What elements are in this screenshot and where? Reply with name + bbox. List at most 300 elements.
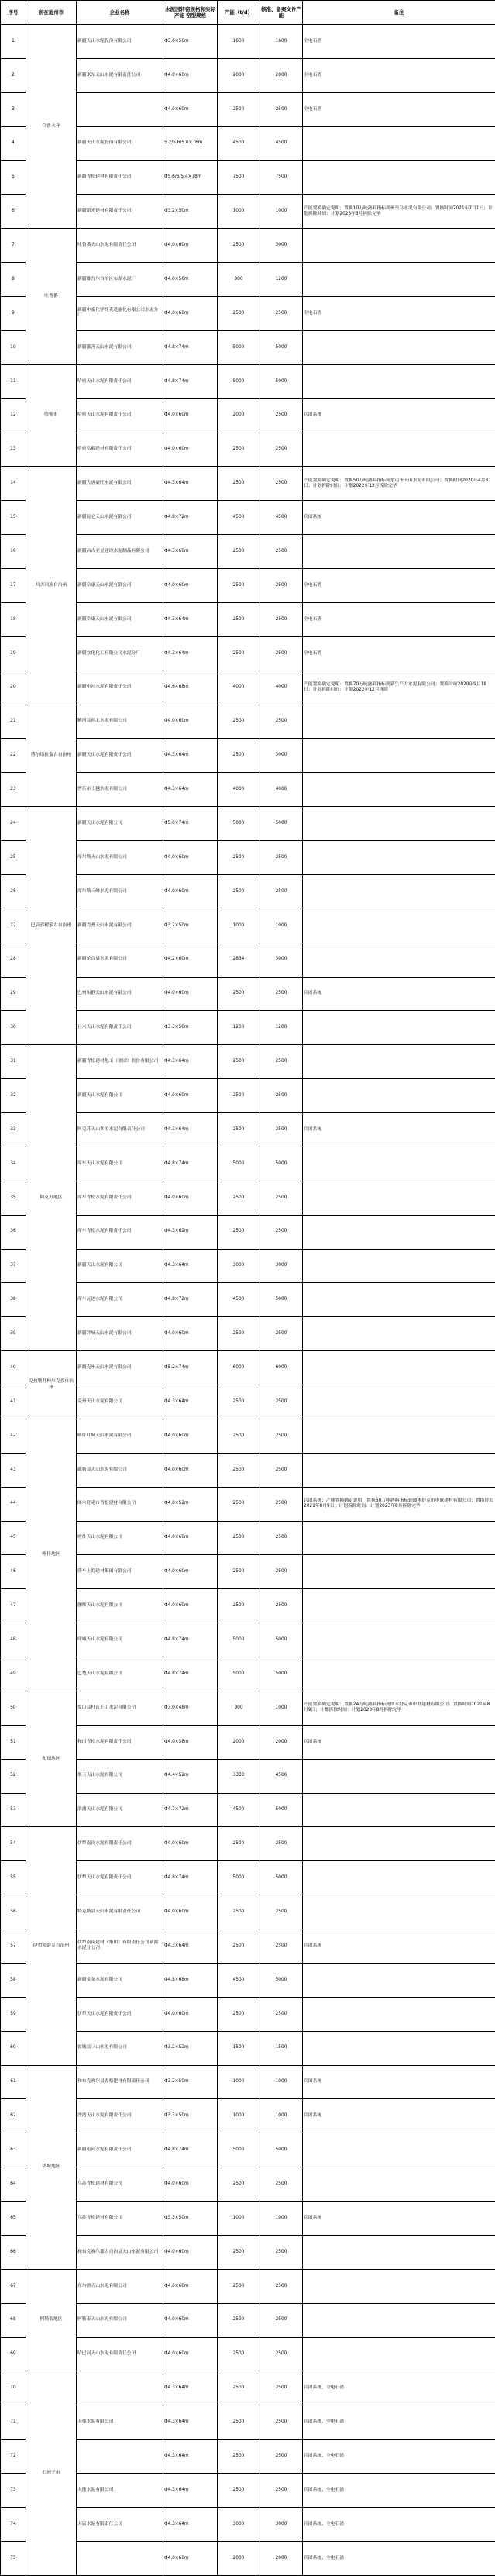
table-body bbox=[1, 25, 495, 2576]
note-cell: 兵团系统 bbox=[303, 1725, 495, 1759]
header-note: 备注 bbox=[303, 1, 495, 25]
capacity-cell: 2500 bbox=[218, 2337, 260, 2371]
record-capacity-cell: 5000 bbox=[260, 2133, 303, 2167]
record-capacity-cell: 1000 bbox=[260, 2065, 303, 2099]
note-cell: 产能置换确定说明：置换10万吨熟料指标到州至乌水泥有限公司；置换时间2021年7月1日；计划拆除时间：计划2023年3月拆除完毕 bbox=[303, 195, 495, 229]
table-row bbox=[1, 2269, 495, 2303]
company-cell: 新疆天山水泥有限公司 bbox=[77, 1079, 163, 1113]
note-cell: 兵团系统，全电石渣 bbox=[303, 2440, 495, 2474]
note-cell bbox=[303, 1351, 495, 1385]
capacity-cell: 3000 bbox=[218, 2507, 260, 2541]
record-capacity-cell: 2500 bbox=[260, 1215, 303, 1249]
record-capacity-cell: 2000 bbox=[260, 2541, 303, 2575]
row-number: 7 bbox=[1, 229, 26, 263]
note-cell bbox=[303, 2031, 495, 2065]
capacity-cell: 2500 bbox=[218, 1555, 260, 1589]
note-cell bbox=[303, 1895, 495, 1929]
kiln-spec-cell: Φ4.8×74m bbox=[163, 364, 218, 398]
note-cell bbox=[303, 1589, 495, 1623]
kiln-spec-cell: Φ3.6×56m bbox=[163, 25, 218, 59]
company-cell: 皮山县杜瓦王山水泥有限公司 bbox=[77, 1691, 163, 1725]
company-cell: 新疆焉耆天山水泥有限公司 bbox=[77, 909, 163, 943]
kiln-spec-cell: Φ4.8×72m bbox=[163, 1283, 218, 1317]
table-row bbox=[1, 25, 495, 59]
capacity-cell: 1000 bbox=[218, 195, 260, 229]
kiln-spec-cell: Φ4.0×60m bbox=[163, 841, 218, 875]
row-number: 61 bbox=[1, 2065, 26, 2099]
row-number: 5 bbox=[1, 160, 26, 195]
capacity-cell: 2500 bbox=[218, 739, 260, 773]
kiln-spec-cell: Φ4.8×74m bbox=[163, 1861, 218, 1895]
note-cell bbox=[303, 1861, 495, 1895]
capacity-cell: 5000 bbox=[218, 1623, 260, 1657]
capacity-cell: 2500 bbox=[218, 602, 260, 636]
note-cell bbox=[303, 1521, 495, 1555]
row-number: 30 bbox=[1, 1011, 26, 1045]
kiln-spec-cell: Φ4.0×60m bbox=[163, 1453, 218, 1487]
row-number: 42 bbox=[1, 1419, 26, 1453]
record-capacity-cell: 7500 bbox=[260, 160, 303, 195]
company-cell: 新疆拜城天山水泥有限公司 bbox=[77, 1317, 163, 1351]
kiln-spec-cell: Φ3.2×50m bbox=[163, 195, 218, 229]
note-cell bbox=[303, 943, 495, 977]
kiln-spec-cell: Φ4.0×60m bbox=[163, 874, 218, 909]
region-cell: 哈密市 bbox=[26, 364, 77, 467]
record-capacity-cell: 2500 bbox=[260, 2303, 303, 2337]
kiln-spec-cell: Φ4.8×74m bbox=[163, 1147, 218, 1181]
capacity-cell: 2500 bbox=[218, 2405, 260, 2440]
company-cell: 库车青松水泥有限责任公司 bbox=[77, 1215, 163, 1249]
company-cell: 疏勒县天山水泥有限公司 bbox=[77, 1453, 163, 1487]
row-number: 73 bbox=[1, 2474, 26, 2508]
note-cell: 兵团系统 bbox=[303, 398, 495, 433]
header-capacity: 产能（t/d） bbox=[218, 1, 260, 25]
note-cell bbox=[303, 1215, 495, 1249]
note-cell bbox=[303, 1453, 495, 1487]
kiln-spec-cell: Φ4.0×60m bbox=[163, 1827, 218, 1861]
row-number: 27 bbox=[1, 909, 26, 943]
row-number: 6 bbox=[1, 195, 26, 229]
record-capacity-cell: 1200 bbox=[260, 263, 303, 297]
company-cell: 新疆中泰化学托克逊能化有限公司水泥分厂 bbox=[77, 297, 163, 331]
row-number: 44 bbox=[1, 1487, 26, 1521]
row-number: 38 bbox=[1, 1283, 26, 1317]
capacity-cell: 2500 bbox=[218, 229, 260, 263]
company-cell: 新疆青松建材化工（集团）股份有限公司 bbox=[77, 1045, 163, 1079]
note-cell: 兵团系统，全电石渣 bbox=[303, 2507, 495, 2541]
note-cell bbox=[303, 1657, 495, 1691]
region-cell: 伊犁哈萨克自治州 bbox=[26, 1827, 77, 2065]
row-number: 59 bbox=[1, 1997, 26, 2031]
record-capacity-cell: 2500 bbox=[260, 535, 303, 569]
capacity-cell: 2500 bbox=[218, 636, 260, 671]
company-cell bbox=[77, 2541, 163, 2575]
company-cell: 新疆金龙水泥有限公司 bbox=[77, 1963, 163, 1997]
company-cell: 伽师天山水泥有限公司 bbox=[77, 1589, 163, 1623]
capacity-cell: 2500 bbox=[218, 2167, 260, 2202]
kiln-spec-cell: Φ4.3×64m bbox=[163, 636, 218, 671]
kiln-spec-cell: Φ3.3×50m bbox=[163, 2099, 218, 2133]
table-row bbox=[1, 1691, 495, 1725]
row-number: 15 bbox=[1, 501, 26, 535]
company-cell: 新疆阜康天山水泥有限公司 bbox=[77, 569, 163, 603]
record-capacity-cell: 3000 bbox=[260, 739, 303, 773]
capacity-cell: 2500 bbox=[218, 569, 260, 603]
row-number: 64 bbox=[1, 2167, 26, 2202]
capacity-cell: 4500 bbox=[218, 1283, 260, 1317]
table-row bbox=[1, 1419, 495, 1453]
capacity-cell: 2500 bbox=[218, 1113, 260, 1147]
record-capacity-cell: 2500 bbox=[260, 433, 303, 467]
record-capacity-cell: 4500 bbox=[260, 126, 303, 160]
note-cell: 全电石渣 bbox=[303, 602, 495, 636]
company-cell: 库尔勒天山水泥有限公司 bbox=[77, 841, 163, 875]
record-capacity-cell: 2500 bbox=[260, 2440, 303, 2474]
company-cell: 伊犁天山水泥有限责任公司 bbox=[77, 1861, 163, 1895]
row-number: 55 bbox=[1, 1861, 26, 1895]
row-number: 39 bbox=[1, 1317, 26, 1351]
kiln-spec-cell: Φ3.2×50m bbox=[163, 909, 218, 943]
company-cell: 图木舒克市青松建材有限公司 bbox=[77, 1487, 163, 1521]
note-cell: 兵团系统；产能置换确定说明：置换60万吨熟料指标到图木舒克市中联建材有限公司；置换时间2021年8月9日；计划拆除时间：计划2023年8月拆除完毕 bbox=[303, 1487, 495, 1521]
region-cell: 石河子市 bbox=[26, 2371, 77, 2575]
kiln-spec-cell: Φ3.2×52m bbox=[163, 2031, 218, 2065]
capacity-cell: 2500 bbox=[218, 705, 260, 739]
record-capacity-cell: 3000 bbox=[260, 229, 303, 263]
kiln-spec-cell: Φ4.0×60m bbox=[163, 1181, 218, 1215]
table-row bbox=[1, 1045, 495, 1079]
company-cell: 博乐市上越水泥有限公司 bbox=[77, 773, 163, 807]
note-cell: 兵团系统 bbox=[303, 2202, 495, 2236]
row-number: 20 bbox=[1, 671, 26, 705]
capacity-cell: 2500 bbox=[218, 2371, 260, 2405]
company-cell: 阿克苏天山多浪水泥有限责任公司 bbox=[77, 1113, 163, 1147]
record-capacity-cell: 2500 bbox=[260, 2371, 303, 2405]
kiln-spec-cell: Φ4.0×60m bbox=[163, 569, 218, 603]
company-cell: 沙湾天山水泥有限责任公司 bbox=[77, 2099, 163, 2133]
region-cell: 克孜勒苏柯尔克孜自治州 bbox=[26, 1351, 77, 1419]
company-cell: 新疆天山水泥有限责任公司 bbox=[77, 739, 163, 773]
record-capacity-cell: 5000 bbox=[260, 1963, 303, 1997]
capacity-cell: 2500 bbox=[218, 1487, 260, 1521]
company-cell: 新疆昌吉亚星建设水泥制品有限公司 bbox=[77, 535, 163, 569]
row-number: 35 bbox=[1, 1181, 26, 1215]
note-cell: 兵团系统 bbox=[303, 501, 495, 535]
record-capacity-cell: 2500 bbox=[260, 1453, 303, 1487]
note-cell: 全电石渣 bbox=[303, 25, 495, 59]
kiln-spec-cell: Φ4.3×64m bbox=[163, 2440, 218, 2474]
company-cell: 新疆天山水泥有限公司 bbox=[77, 1249, 163, 1283]
company-cell: 天伟水泥有限公司 bbox=[77, 2405, 163, 2440]
row-number: 71 bbox=[1, 2405, 26, 2440]
note-cell: 兵团系统，全电石渣 bbox=[303, 2405, 495, 2440]
kiln-spec-cell: Φ3.0×48m bbox=[163, 1691, 218, 1725]
row-number: 56 bbox=[1, 1895, 26, 1929]
row-number: 45 bbox=[1, 1521, 26, 1555]
record-capacity-cell: 1500 bbox=[260, 2031, 303, 2065]
company-cell: 新疆天山水泥股份有限公司 bbox=[77, 25, 163, 59]
capacity-cell: 2500 bbox=[218, 297, 260, 331]
row-number: 67 bbox=[1, 2269, 26, 2303]
record-capacity-cell: 2500 bbox=[260, 841, 303, 875]
company-cell: 霍城县三山水泥有限公司 bbox=[77, 2031, 163, 2065]
record-capacity-cell: 5000 bbox=[260, 1147, 303, 1181]
kiln-spec-cell: Φ4.0×52m bbox=[163, 1487, 218, 1521]
company-cell: 布尔津天山水泥有限公司 bbox=[77, 2269, 163, 2303]
capacity-cell: 1000 bbox=[218, 2099, 260, 2133]
capacity-cell: 2500 bbox=[218, 1589, 260, 1623]
note-cell bbox=[303, 433, 495, 467]
note-cell bbox=[303, 1963, 495, 1997]
row-number: 11 bbox=[1, 364, 26, 398]
record-capacity-cell: 5000 bbox=[260, 1793, 303, 1827]
row-number: 74 bbox=[1, 2507, 26, 2541]
record-capacity-cell: 2500 bbox=[260, 2167, 303, 2202]
region-cell: 乌鲁木齐 bbox=[26, 25, 77, 229]
record-capacity-cell: 2500 bbox=[260, 1521, 303, 1555]
capacity-cell: 5000 bbox=[218, 330, 260, 364]
record-capacity-cell: 4500 bbox=[260, 501, 303, 535]
kiln-spec-cell: Φ5.2×74m bbox=[163, 1351, 218, 1385]
capacity-cell: 2000 bbox=[218, 1725, 260, 1759]
row-number: 19 bbox=[1, 636, 26, 671]
note-cell bbox=[303, 1079, 495, 1113]
record-capacity-cell: 2500 bbox=[260, 874, 303, 909]
company-cell: 新疆大唐豪旺水泥有限公司 bbox=[77, 467, 163, 501]
record-capacity-cell: 5000 bbox=[260, 330, 303, 364]
record-capacity-cell: 2500 bbox=[260, 1045, 303, 1079]
kiln-spec-cell: Φ4.0×60m bbox=[163, 2541, 218, 2575]
row-number: 3 bbox=[1, 92, 26, 126]
note-cell bbox=[303, 807, 495, 841]
kiln-spec-cell: Φ4.0×60m bbox=[163, 2269, 218, 2303]
record-capacity-cell: 5000 bbox=[260, 1657, 303, 1691]
row-number: 2 bbox=[1, 58, 26, 92]
company-cell bbox=[77, 92, 163, 126]
kiln-spec-cell: Φ4.0×60m bbox=[163, 229, 218, 263]
note-cell bbox=[303, 1555, 495, 1589]
capacity-cell: 4000 bbox=[218, 671, 260, 705]
record-capacity-cell: 2500 bbox=[260, 1997, 303, 2031]
kiln-spec-cell: Φ4.0×60m bbox=[163, 1521, 218, 1555]
kiln-spec-cell: Φ4.0×60m bbox=[163, 1589, 218, 1623]
note-cell bbox=[303, 1827, 495, 1861]
capacity-cell: 3000 bbox=[218, 1249, 260, 1283]
table-row bbox=[1, 364, 495, 398]
kiln-spec-cell: Φ3.2×50m bbox=[163, 2065, 218, 2099]
note-cell bbox=[303, 1793, 495, 1827]
table-row bbox=[1, 1827, 495, 1861]
capacity-cell: 800 bbox=[218, 1691, 260, 1725]
company-cell: 阿勒泰天山水泥有限公司 bbox=[77, 2303, 163, 2337]
record-capacity-cell: 2500 bbox=[260, 1113, 303, 1147]
row-number: 47 bbox=[1, 1589, 26, 1623]
note-cell: 产能置换确定说明：置换70万吨熟料指标到新生产力水泥有限公司；置换时间2020年9月18日；计划拆除时间：计划2022年12月拆除 bbox=[303, 671, 495, 705]
row-number: 22 bbox=[1, 739, 26, 773]
region-cell: 阿勒泰地区 bbox=[26, 2269, 77, 2371]
row-number: 60 bbox=[1, 2031, 26, 2065]
kiln-spec-cell: Φ4.3×64m bbox=[163, 1929, 218, 1964]
table-row bbox=[1, 2371, 495, 2405]
capacity-cell: 4500 bbox=[218, 1793, 260, 1827]
capacity-cell: 2500 bbox=[218, 2269, 260, 2303]
capacity-cell: 3333 bbox=[218, 1759, 260, 1793]
kiln-spec-cell: Φ4.0×60m bbox=[163, 1555, 218, 1589]
table-row bbox=[1, 807, 495, 841]
note-cell bbox=[303, 1011, 495, 1045]
region-cell: 和田地区 bbox=[26, 1691, 77, 1827]
company-cell: 新疆昆仑天山水泥有限公司 bbox=[77, 501, 163, 535]
table-row bbox=[1, 1351, 495, 1385]
row-number: 10 bbox=[1, 330, 26, 364]
note-cell bbox=[303, 1317, 495, 1351]
record-capacity-cell: 2500 bbox=[260, 636, 303, 671]
note-cell: 全电石渣 bbox=[303, 92, 495, 126]
capacity-cell: 2500 bbox=[218, 1453, 260, 1487]
note-cell bbox=[303, 126, 495, 160]
row-number: 1 bbox=[1, 25, 26, 59]
company-cell: 哈密弘毅建材有限责任公司 bbox=[77, 433, 163, 467]
record-capacity-cell: 1200 bbox=[260, 1011, 303, 1045]
record-capacity-cell: 2500 bbox=[260, 1419, 303, 1453]
record-capacity-cell: 2500 bbox=[260, 2474, 303, 2508]
row-number: 18 bbox=[1, 602, 26, 636]
kiln-spec-cell: Φ4.0×60m bbox=[163, 433, 218, 467]
kiln-spec-cell: Φ4.4×52m bbox=[163, 1759, 218, 1793]
capacity-cell: 2500 bbox=[218, 2303, 260, 2337]
capacity-cell: 2500 bbox=[218, 2440, 260, 2474]
record-capacity-cell: 2000 bbox=[260, 58, 303, 92]
capacity-cell: 5000 bbox=[218, 1147, 260, 1181]
row-number: 75 bbox=[1, 2541, 26, 2575]
note-cell bbox=[303, 1997, 495, 2031]
record-capacity-cell: 2500 bbox=[260, 1079, 303, 1113]
capacity-cell: 1200 bbox=[218, 1011, 260, 1045]
kiln-spec-cell: Φ4.0×60m bbox=[163, 2235, 218, 2269]
record-capacity-cell: 2500 bbox=[260, 569, 303, 603]
company-cell: 喀什天山水泥有限公司 bbox=[77, 1521, 163, 1555]
kiln-spec-cell: Φ4.0×58m bbox=[163, 1725, 218, 1759]
record-capacity-cell: 2500 bbox=[260, 2235, 303, 2269]
kiln-spec-cell: Φ4.3×64m bbox=[163, 467, 218, 501]
note-cell bbox=[303, 2269, 495, 2303]
kiln-spec-cell: Φ4.0×60m bbox=[163, 92, 218, 126]
company-cell: 哈巴河天山水泥有限责任公司 bbox=[77, 2337, 163, 2371]
header-no: 序号 bbox=[1, 1, 26, 25]
record-capacity-cell: 5000 bbox=[260, 807, 303, 841]
capacity-cell: 1000 bbox=[218, 2202, 260, 2236]
kiln-spec-cell: Φ3.3×50m bbox=[163, 1011, 218, 1045]
company-cell: 新疆天山水泥有限公司 bbox=[77, 807, 163, 841]
row-number: 70 bbox=[1, 2371, 26, 2405]
record-capacity-cell: 2500 bbox=[260, 2269, 303, 2303]
row-number: 34 bbox=[1, 1147, 26, 1181]
record-capacity-cell: 1000 bbox=[260, 195, 303, 229]
note-cell bbox=[303, 909, 495, 943]
capacity-cell: 2500 bbox=[218, 1079, 260, 1113]
company-cell: 哈密天山水泥有限责任公司 bbox=[77, 364, 163, 398]
row-number: 9 bbox=[1, 297, 26, 331]
row-number: 21 bbox=[1, 705, 26, 739]
company-cell: 喀什叶城天山水泥有限公司 bbox=[77, 1419, 163, 1453]
table-row bbox=[1, 2065, 495, 2099]
record-capacity-cell: 2500 bbox=[260, 1385, 303, 1419]
capacity-cell: 5000 bbox=[218, 807, 260, 841]
company-cell: 天能水泥有限公司 bbox=[77, 2474, 163, 2508]
capacity-cell: 2500 bbox=[218, 977, 260, 1011]
region-cell: 吐鲁番 bbox=[26, 229, 77, 365]
note-cell bbox=[303, 1759, 495, 1793]
record-capacity-cell: 2500 bbox=[260, 1895, 303, 1929]
header-spec: 水泥回转窑规格和实际产能 窑型规格 bbox=[163, 1, 218, 25]
note-cell bbox=[303, 841, 495, 875]
kiln-spec-cell: Φ4.3×64m bbox=[163, 602, 218, 636]
note-cell: 全电石渣 bbox=[303, 58, 495, 92]
kiln-spec-cell: Φ4.3×60m bbox=[163, 535, 218, 569]
region-cell: 喀什地区 bbox=[26, 1419, 77, 1691]
company-cell: 巴州和静天山水泥有限公司 bbox=[77, 977, 163, 1011]
note-cell: 兵团系统 bbox=[303, 1929, 495, 1964]
kiln-spec-cell: Φ4.3×64m bbox=[163, 2405, 218, 2440]
note-cell bbox=[303, 160, 495, 195]
kiln-spec-cell: Φ4.0×60m bbox=[163, 1895, 218, 1929]
row-number: 69 bbox=[1, 2337, 26, 2371]
note-cell bbox=[303, 229, 495, 263]
kiln-spec-cell: Φ4.3×64m bbox=[163, 2507, 218, 2541]
row-number: 32 bbox=[1, 1079, 26, 1113]
table-row bbox=[1, 705, 495, 739]
kiln-spec-cell: Φ4.0×60m bbox=[163, 58, 218, 92]
company-cell: 墨玉天山水泥有限公司 bbox=[77, 1759, 163, 1793]
company-cell: 新疆轮台县水泥有限公司 bbox=[77, 943, 163, 977]
kiln-spec-cell: Φ4.0×60m bbox=[163, 398, 218, 433]
row-number: 46 bbox=[1, 1555, 26, 1589]
capacity-cell: 2500 bbox=[218, 841, 260, 875]
record-capacity-cell: 5000 bbox=[260, 364, 303, 398]
kiln-spec-cell: Φ4.8×68m bbox=[163, 1963, 218, 1997]
row-number: 33 bbox=[1, 1113, 26, 1147]
company-cell: 新疆青松建材有限责任公司 bbox=[77, 160, 163, 195]
note-cell bbox=[303, 874, 495, 909]
note-cell bbox=[303, 1419, 495, 1453]
record-capacity-cell: 2000 bbox=[260, 1725, 303, 1759]
kiln-spec-cell: 5.2/5.6/5.0×76m bbox=[163, 126, 218, 160]
header-company: 企业名称 bbox=[77, 1, 163, 25]
kiln-spec-cell: Φ4.8×74m bbox=[163, 1657, 218, 1691]
note-cell: 兵团系统，全电石渣 bbox=[303, 2371, 495, 2405]
capacity-cell: 2500 bbox=[218, 2474, 260, 2508]
record-capacity-cell: 3000 bbox=[260, 1249, 303, 1283]
company-cell: 新疆屯河水泥有限责任公司 bbox=[77, 671, 163, 705]
note-cell bbox=[303, 263, 495, 297]
capacity-cell: 4500 bbox=[218, 1963, 260, 1997]
row-number: 28 bbox=[1, 943, 26, 977]
header-record: 核准、备案文件产能 bbox=[260, 1, 303, 25]
row-number: 50 bbox=[1, 1691, 26, 1725]
kiln-spec-cell: Φ4.3×64m bbox=[163, 773, 218, 807]
capacity-cell: 5000 bbox=[218, 1657, 260, 1691]
capacity-cell: 800 bbox=[218, 263, 260, 297]
company-cell: 库车青松水泥有限责任公司 bbox=[77, 1181, 163, 1215]
kiln-spec-cell: Φ4.8×72m bbox=[163, 501, 218, 535]
company-cell: 且末天山水泥有限责任公司 bbox=[77, 1011, 163, 1045]
row-number: 53 bbox=[1, 1793, 26, 1827]
record-capacity-cell: 2500 bbox=[260, 2405, 303, 2440]
company-cell: 新疆米东天山水泥有限责任公司 bbox=[77, 58, 163, 92]
region-cell: 巴音郭楞蒙古自治州 bbox=[26, 807, 77, 1045]
note-cell bbox=[303, 1181, 495, 1215]
capacity-cell: 2500 bbox=[218, 535, 260, 569]
